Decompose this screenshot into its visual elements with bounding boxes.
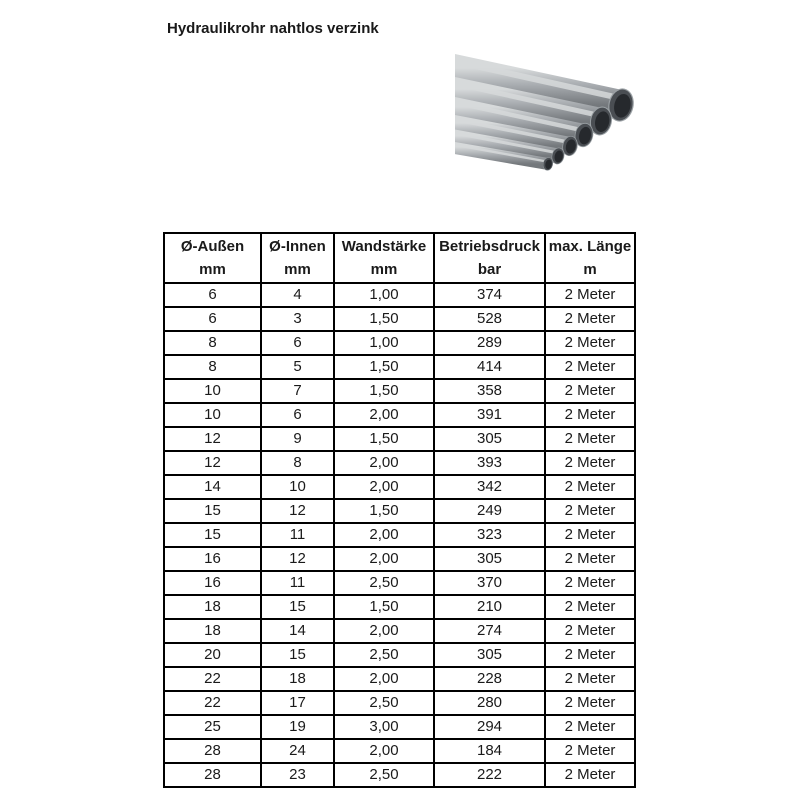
table-cell: 6 [261, 403, 334, 427]
table-cell: 274 [434, 619, 545, 643]
table-cell: 6 [261, 331, 334, 355]
table-cell: 2 Meter [545, 763, 635, 787]
table-cell: 10 [164, 379, 261, 403]
table-cell: 358 [434, 379, 545, 403]
table-cell: 414 [434, 355, 545, 379]
table-cell: 2 Meter [545, 619, 635, 643]
table-cell: 1,50 [334, 307, 434, 331]
table-row [164, 379, 635, 403]
table-row [164, 547, 635, 571]
table-cell: 10 [164, 403, 261, 427]
table-cell: 18 [164, 619, 261, 643]
table-cell: 25 [164, 715, 261, 739]
table-cell: 2 Meter [545, 499, 635, 523]
table-cell: 2 Meter [545, 451, 635, 475]
column-header-wall-thickness [334, 233, 434, 283]
table-cell: 2,50 [334, 643, 434, 667]
table-row [164, 619, 635, 643]
table-row [164, 355, 635, 379]
table-cell: 294 [434, 715, 545, 739]
table-cell: 222 [434, 763, 545, 787]
table-cell: 2 Meter [545, 547, 635, 571]
table-cell: 2,00 [334, 523, 434, 547]
table-cell: 2,00 [334, 403, 434, 427]
table-cell: 2,00 [334, 739, 434, 763]
table-cell: 323 [434, 523, 545, 547]
table-cell: 22 [164, 691, 261, 715]
table-cell: 8 [164, 355, 261, 379]
table-cell: 18 [164, 595, 261, 619]
steel-pipes-image [455, 35, 652, 197]
table-row [164, 691, 635, 715]
header-label: Wandstärke [341, 238, 427, 255]
header-unit: bar [477, 261, 502, 278]
table-cell: 11 [261, 571, 334, 595]
table-cell: 2,00 [334, 547, 434, 571]
header-unit: m [583, 261, 597, 278]
table-cell: 20 [164, 643, 261, 667]
spec-table-body [164, 283, 635, 787]
table-row [164, 331, 635, 355]
table-row [164, 403, 635, 427]
table-cell: 3 [261, 307, 334, 331]
table-cell: 1,00 [334, 283, 434, 307]
table-row [164, 499, 635, 523]
table-cell: 374 [434, 283, 545, 307]
table-row [164, 307, 635, 331]
table-cell: 228 [434, 667, 545, 691]
table-row [164, 475, 635, 499]
table-cell: 28 [164, 763, 261, 787]
table-row [164, 739, 635, 763]
table-cell: 6 [164, 283, 261, 307]
table-cell: 289 [434, 331, 545, 355]
table-cell: 2,50 [334, 763, 434, 787]
table-cell: 2 Meter [545, 283, 635, 307]
table-row [164, 451, 635, 475]
table-cell: 9 [261, 427, 334, 451]
table-cell: 2 Meter [545, 691, 635, 715]
table-cell: 305 [434, 427, 545, 451]
table-cell: 184 [434, 739, 545, 763]
table-cell: 2 Meter [545, 571, 635, 595]
table-cell: 2,00 [334, 667, 434, 691]
table-cell: 2 Meter [545, 307, 635, 331]
table-cell: 2 Meter [545, 667, 635, 691]
table-cell: 6 [164, 307, 261, 331]
column-header-max-length [545, 233, 635, 283]
table-cell: 15 [164, 499, 261, 523]
table-row [164, 715, 635, 739]
table-cell: 2 Meter [545, 739, 635, 763]
header-label: Ø-Außen [180, 238, 245, 255]
table-cell: 16 [164, 547, 261, 571]
column-header-inner-diameter [261, 233, 334, 283]
table-cell: 370 [434, 571, 545, 595]
table-cell: 2,00 [334, 475, 434, 499]
table-cell: 23 [261, 763, 334, 787]
table-cell: 1,50 [334, 379, 434, 403]
table-cell: 2,50 [334, 691, 434, 715]
table-row [164, 595, 635, 619]
table-row [164, 667, 635, 691]
header-unit: mm [370, 261, 398, 278]
table-cell: 2 Meter [545, 715, 635, 739]
table-row [164, 643, 635, 667]
table-cell: 1,50 [334, 499, 434, 523]
table-cell: 15 [261, 595, 334, 619]
table-cell: 7 [261, 379, 334, 403]
table-cell: 305 [434, 643, 545, 667]
table-cell: 24 [261, 739, 334, 763]
table-cell: 1,50 [334, 595, 434, 619]
table-cell: 2 Meter [545, 523, 635, 547]
table-cell: 12 [261, 547, 334, 571]
table-cell: 342 [434, 475, 545, 499]
table-cell: 2 Meter [545, 427, 635, 451]
page-title: Hydraulikrohr nahtlos verzink [167, 20, 379, 37]
header-label: Betriebsdruck [439, 238, 540, 255]
table-cell: 18 [261, 667, 334, 691]
table-row [164, 763, 635, 787]
table-cell: 2,50 [334, 571, 434, 595]
table-row [164, 283, 635, 307]
table-cell: 249 [434, 499, 545, 523]
table-cell: 305 [434, 547, 545, 571]
table-cell: 28 [164, 739, 261, 763]
table-cell: 391 [434, 403, 545, 427]
header-label: max. Länge [548, 238, 632, 255]
table-cell: 5 [261, 355, 334, 379]
table-row [164, 571, 635, 595]
table-cell: 1,50 [334, 355, 434, 379]
table-cell: 2 Meter [545, 475, 635, 499]
table-cell: 11 [261, 523, 334, 547]
table-cell: 2 Meter [545, 403, 635, 427]
table-cell: 22 [164, 667, 261, 691]
table-cell: 2,00 [334, 451, 434, 475]
table-cell: 19 [261, 715, 334, 739]
table-cell: 2 Meter [545, 595, 635, 619]
table-cell: 12 [164, 451, 261, 475]
column-header-outer-diameter [164, 233, 261, 283]
table-cell: 528 [434, 307, 545, 331]
pipe-spec-table [163, 232, 636, 788]
table-cell: 10 [261, 475, 334, 499]
table-cell: 2 Meter [545, 355, 635, 379]
table-cell: 8 [164, 331, 261, 355]
column-header-operating-pressure [434, 233, 545, 283]
table-cell: 16 [164, 571, 261, 595]
table-cell: 12 [261, 499, 334, 523]
table-row [164, 523, 635, 547]
table-cell: 280 [434, 691, 545, 715]
table-cell: 2 Meter [545, 379, 635, 403]
table-cell: 393 [434, 451, 545, 475]
table-cell: 17 [261, 691, 334, 715]
table-cell: 4 [261, 283, 334, 307]
table-cell: 15 [261, 643, 334, 667]
table-cell: 14 [261, 619, 334, 643]
table-cell: 2 Meter [545, 643, 635, 667]
table-cell: 2 Meter [545, 331, 635, 355]
table-cell: 8 [261, 451, 334, 475]
table-cell: 210 [434, 595, 545, 619]
table-cell: 14 [164, 475, 261, 499]
table-cell: 15 [164, 523, 261, 547]
table-row [164, 427, 635, 451]
table-cell: 12 [164, 427, 261, 451]
header-label: Ø-Innen [269, 238, 326, 255]
header-unit: mm [284, 261, 311, 278]
table-cell: 3,00 [334, 715, 434, 739]
table-cell: 2,00 [334, 619, 434, 643]
table-cell: 1,50 [334, 427, 434, 451]
header-unit: mm [199, 261, 226, 278]
table-cell: 1,00 [334, 331, 434, 355]
header-row [164, 233, 635, 283]
